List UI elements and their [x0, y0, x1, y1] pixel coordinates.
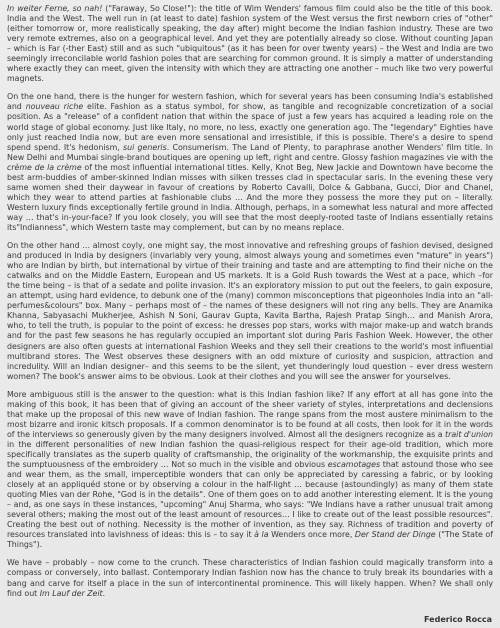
italic-run: escamotages — [327, 460, 381, 470]
text-run: On the other hand … almost coyly, one might say, the most innovative and refreshing groups of fashion devised, designed and produced in India by designers (invariably very young, almost always young and sometimes even "mature" in years") who are Indian by birth, but international by virtue of their training and taste and are attempting to find their niche on the catwalks and on the Middle Eastern, European and US markets. It is a Gold Rush towards the West at a pace, which –for the time being – is that of a sedate and polite invasion. It's an exploratory mission to put out the feelers, to gain exposure, an attempt, using hard evidence, to debunk one of the (many) common misconceptions that pigeonholes India into an "all-perfumes&colours" box. Many – perhaps most of – the names of these designers will not ring any bells. They are Anamika Khanna, Sabyasachi Mukherjee, Ashish N Soni, Gaurav Gupta, Kavita Bartha, Rajesh Pratap Singh… and Manish Arora, who, to tell the truth, is popular to the point of excess: he dresses pop stars, works with major make-up and watch brands and for the past few seasons he has regularly occupied an important slot during Paris Fashion Week. However, the other designers are also often guests at international Fashion Weeks and they sell their creations to the world's most influential multibrand stores. The West observes these designers with an odd mixture of curiosity and suspicion, attraction and incredulity. Will an Indian designer– and this seems to be the silent, yet thunderingly loud question – ever dress western women? The book's answer aims to be obvious. Look at their clothes and you will see the answer for yourselves. — [7, 241, 493, 381]
text-run: that astound those who see and wear them, as the small, imperceptible wonders that can only be appreciated by caressing a fabric, or by looking closely at an appliquéd stone or by observing a colour in the half-light … because (astoundingly) as many of them state quoting Mies van der Rohe, "God is in the details". One of them goes on to add another interesting element. It is the young – and, as one says in these instances, "upcoming" Anuj Sharma, who says: "We Indians have a rather unusual trait among several others; making the most out of the least amount of resources… I like to create out of the least possible resources". Creating the best out of nothing. Necessity is the mother of invention, as they say. Richness of tradition and poverty of resources translated into lavishness of ideas: this is – to say it — [7, 460, 493, 540]
italic-run: à la — [254, 530, 269, 540]
text-run: . — [102, 588, 106, 598]
text-run: in the different personalities of new Indian fashion the quasi-religious respect for their age-old tradition, which more specifically translates as the superb quality of craftsmanship, the originality of the workmanship, the exquisite prints and the sumptuousness of the embroidery … Not so much in the visible and obvious — [7, 439, 493, 470]
italic-run: Der Stand der Dinge — [354, 530, 436, 540]
text-run: elite. Fashion as a status symbol, for show, as tangible and recognizable concretization of a social position. As a "release" of a confident nation that within the space of just a few years has acquired a leading role on the world stage of global economy. Just like Italy, no more, no less, exactly one generation ago. The "legendary" Eighties have only just reached India now, but are even more sensational and irresistible, if this is possible. There's a desire to spend spend spend. It's hedonism, — [7, 102, 493, 152]
author-signature: Federico Rocca — [424, 615, 492, 624]
text-run: of the most influential international titles. Kelly, Knot Beg, New Jackie and Downtown have become the best arm-buddies of amber-skinned Indian misses with silken tresses clad in spectacular saris. In the evening these very same women shed their daywear in favour of creations by Roberto Cavalli, Dolce & Gabbana, Gucci, Dior and Chanel, which they wear to attend parties at fashionable clubs … And the more they possess the more they put on – literally. Western luxury finds exceptionally fertile ground in India. Although, perhaps, in a somewhat less natural and more affected way … that's in-your-face? If you look closely, you will see that the most deeply-rooted taste of Indians essentially retains its"Indianness", which Western taste may complement, but can by no means replace. — [7, 162, 493, 232]
italic-run: sui generis — [123, 142, 167, 152]
paragraph — [7, 390, 493, 551]
paragraph — [7, 92, 493, 233]
paragraph — [7, 558, 493, 598]
paragraph — [7, 241, 493, 382]
text-run: ("The State of Things"). — [7, 530, 493, 550]
italic-run: nouveau riche — [25, 102, 84, 112]
text-run: . Consumerism. The Land of Plenty, to paraphrase another Wenders' film title. In New Delhi and Mumbai single-brand boutiques are opening up left, right and centre. Glossy fashion magazines vie with the — [7, 142, 494, 162]
text-run: ("Faraway, So Close!"): the title of Wim Wenders' famous film could also be the title of this book. India and the West. The well run in (at least to date) fashion system of the West versus the first newborn cries of "other" (either tomorrow or, more realistically speaking, the day after) might become the Indian fashion industry. These are two very remote extremes, also on a geographical level. And yet they are potentially already so close. Without counting Japan – which is Far (-ther East) still and as such "ubiquitous" (as it has been for over twenty years) – the West and India are two seemingly irreconcilable world fashion poles that are searching for common ground. It is simply a matter of understanding where exactly they can meet, given the intensity with which they are attracting one another – much like two very powerful magnets. — [7, 4, 494, 84]
italic-run: crème de la crème — [7, 162, 82, 172]
italic-run: Im Lauf der Zeit — [39, 588, 103, 598]
text-run: Wenders once more, — [268, 530, 355, 540]
italic-run: trait d'union — [445, 429, 493, 439]
text-run: We have – probably – now come to the crunch. These characteristics of Indian fashion could magically transform into a compass or conversely, into ballast. Contemporary Indian fashion now has the chance to truly break its boundaries with a bang and carve for itself a place in the sun of intercontinental prominence. This will likely happen. When? We shall only find out — [7, 558, 493, 598]
italic-run: In weiter Ferne, so nah! — [7, 4, 103, 13]
text-run: On the one hand, there is the hunger for western fashion, which for several years has been consuming India's established and — [7, 92, 493, 112]
text-run: More ambiguous still is the answer to the question: what is this Indian fashion like? If any effort at all has gone into the making of this book, it has been that of giving an account of the sheer variety of styles, interpretations and declensions that make up the proposal of this new wave of Indian fashion. The range spans from the most austere minimalism to the most bizarre and ironic kitsch proposals. If a common denominator is to be found at all costs, then look for it in the words of the interviews so generously given by the many designers involved. Almost all the designers recognize as a — [7, 389, 493, 439]
article-body — [7, 4, 493, 599]
paragraph — [7, 4, 493, 84]
